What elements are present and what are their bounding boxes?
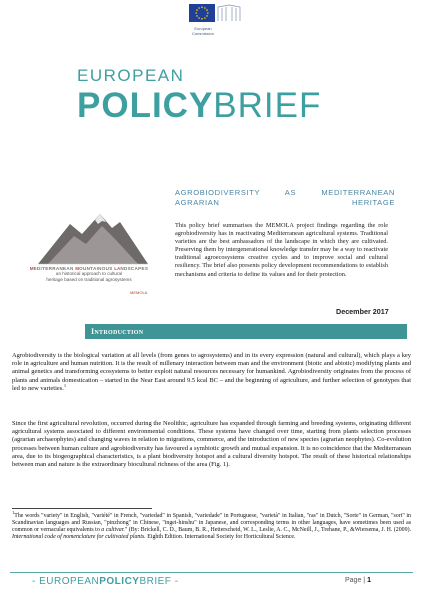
page-number: Page | 1 [345,577,371,584]
footer-divider [10,572,413,573]
eu-flag-icon [189,4,215,22]
memola-subtitle-1: an historical approach to cultural [55,271,123,277]
eu-caption-line2: Commission [191,31,214,36]
footer-brand: - EUROPEANPOLICYBRIEF - [32,576,179,587]
abstract: This policy brief summarises the MEMOLA project findings regarding the role agrobiodiversity has in reactivating Mediterranean agricultural systems. Traditional varieties are the best ambassadors of the landscape in which they are cultivated. Preserving them by intergenerational knowledge transfer may be a way to reactivate traditional agroecosystems creative cycles and to improve social and cultural resiliency. The brief also presents policy development recommendations to establish mechanisms and criteria to define its values and for their protection. [175,222,388,278]
masthead-brief: BRIEF [213,86,322,125]
memola-logo [8,210,168,300]
document-title: AGROBIODIVERSITY AS MEDITERRANEAN AGRARIAN HERITAGE [175,188,395,207]
footnote-reference[interactable]: 1 [63,382,67,388]
commission-building-icon [217,4,241,22]
memola-name: MEMOLA [130,290,148,295]
masthead-policy: POLICY [77,86,214,125]
european-commission-logo [183,4,243,44]
body-paragraph-1: Agrobiodiversity is the biological variation at all levels (from genes to agrosystems) and in its every expression (natural and cultural), which plays a key role in agriculture and human nutrition. It is the result of millenary interaction between man and the environment (biotic and abiotic) modifying plants and animal genetics and transforming ecosystems to better exploit natural resources necessary for humankind. Agrobiodiversity originates from the process of plants and animals domestication – started in the Near East around 9.5 kcal BC – and the beginning of agriculture, and further selection of genotypes that led to new varieties.$^1$ [12,352,411,392]
memola-subtitle-2: heritage based on traditional agrosystems [46,276,132,282]
masthead-european: EUROPEAN [77,66,185,85]
footnote-mark: 1 [12,510,15,516]
masthead-policy-brief [77,86,321,126]
publication-date: December 2017 [336,307,389,316]
eu-caption-line1: European [194,26,212,31]
mountain-landscape-icon [8,210,168,266]
section-heading-introduction: Introduction [91,327,144,336]
body-paragraph-2: Since the first agricultural revolution, occurred during the Neolithic, agriculture has expanded through farming and breeding systems, originating different agricultural systems associated to different environmental conditions. These systems have changed over time, starting from plants selection processes (agrarian archaeophytes) and changing waves in relation to migrations, commerce, and the introduction of new species (agrarian neophytes). Co-evolution processes between human culture and agrobiodiversity has favoured a symbiotic growth and mutual expansion. It is no coincidence that the Mediterranean area, due to its biogeographical characteristics, is a plant biodiversity hotspot and a cultural diversity hotspot. The result of these historical relationships between man and nature is the extraordinary biocultural richness of the area (Fig. 1). [12,420,411,469]
eu-stars-icon [189,4,215,22]
footnote-divider [12,508,152,509]
memola-tagline: MEDITERRANEAN MOUNTAINOUS LANDSCAPES [29,266,149,271]
footnote: $^1$The words "variety" in English, "variété" in French, "variedad" in Spanish, "variedade" in Portuguese, "varietà" in Italian, "ras" in Dutch, "Sorte" in German, "sort" in Scandinavian languages and Russian, "pinzhong" in Chinese, "ingei-hinshu" in Japanese, and corresponding terms in other languages, have sometimes been used as common or vernacular equivalents to a cultivar." (By: Brickell, C. D., Baum, B. R., Hetterscheid, W. L., Leslie, A. C., McNeill, J., Trehane, P., &Wiersema, J. H. (2009). International code of nomenclature for cultivated plants. Eighth Edition. International Society for Horticultural Science. [12,510,412,541]
